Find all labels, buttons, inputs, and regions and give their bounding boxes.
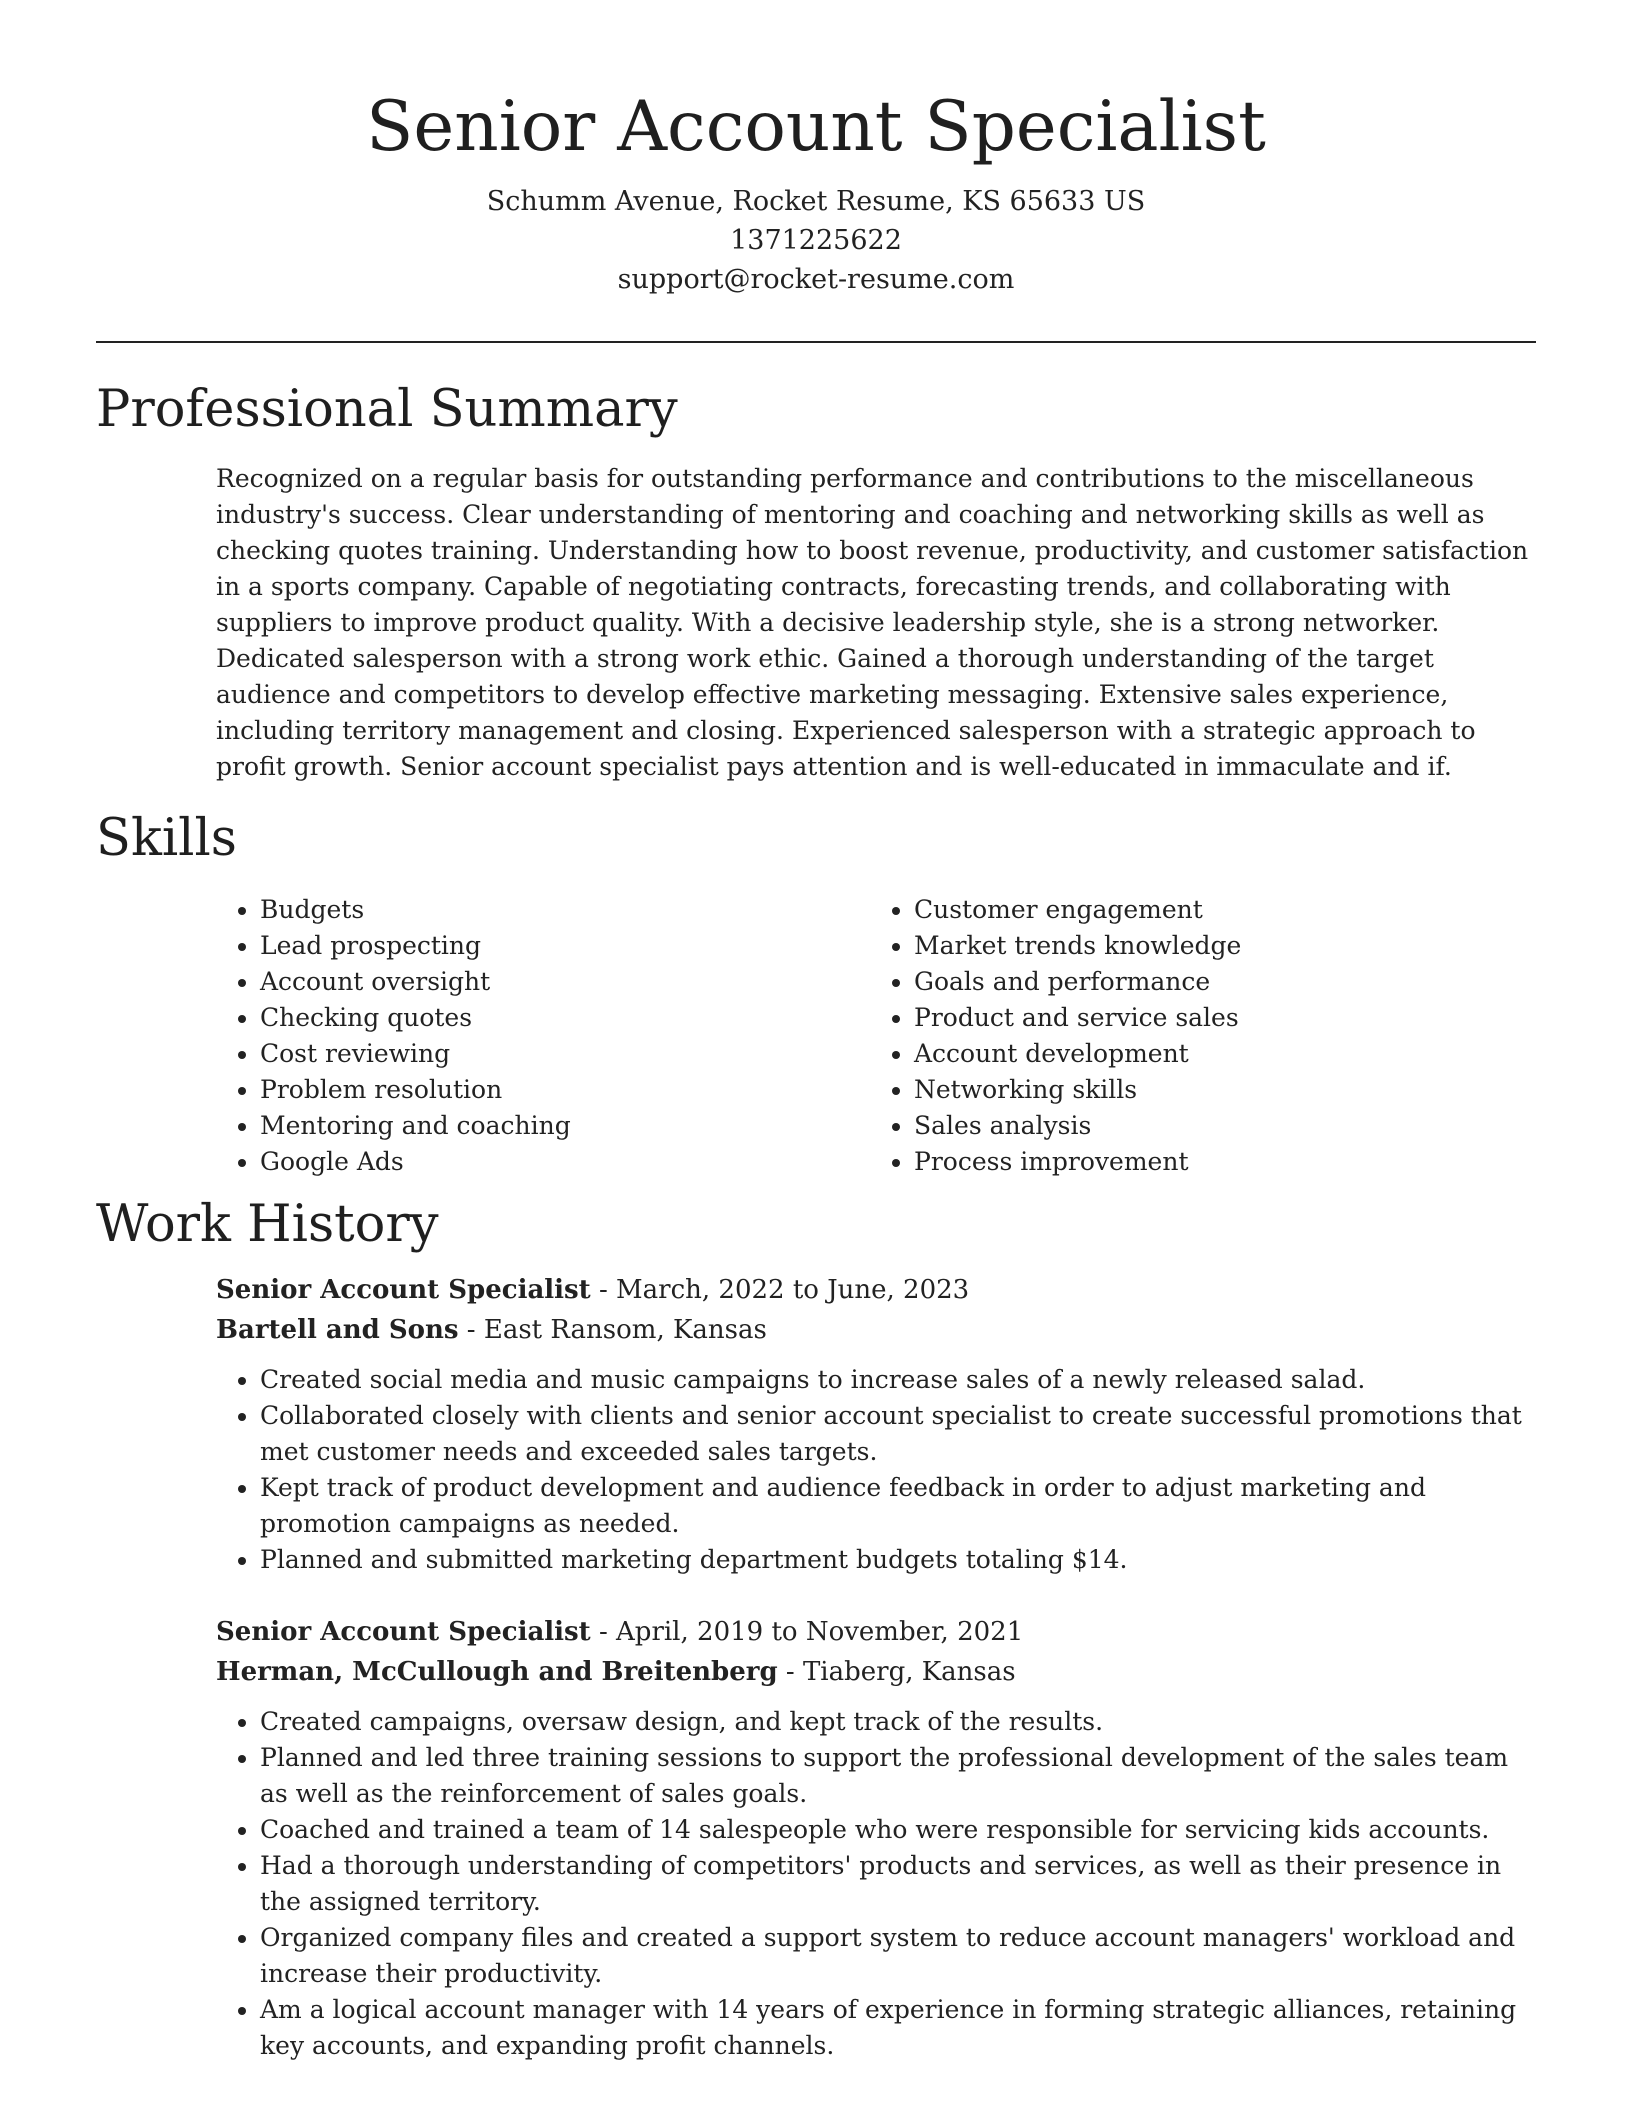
skill-item: • Market trends knowledge xyxy=(914,928,1524,964)
skill-item: • Mentoring and coaching xyxy=(260,1108,870,1144)
skill-item: • Checking quotes xyxy=(260,1000,870,1036)
contact-address: Schumm Avenue, Rocket Resume, KS 65633 US xyxy=(486,186,1146,217)
job-bullet: • Am a logical account manager with 14 years of experience in forming strategic alliances, retaining key accounts, and expanding profit channels. xyxy=(260,1992,1536,2064)
job-role: Senior Account Specialist xyxy=(216,1617,591,1647)
skill-item: • Problem resolution xyxy=(260,1072,870,1108)
skill-item: • Goals and performance xyxy=(914,964,1524,1000)
skill-item: • Lead prospecting xyxy=(260,928,870,964)
job-company: Herman, McCullough and Breitenberg xyxy=(216,1657,778,1687)
summary-text: Recognized on a regular basis for outstanding performance and contributions to the miscellaneous industry's success. Clear understanding of mentoring and coaching and networking skills as well as checking quotes training. Understanding how to boost revenue, productivity, and customer satisfaction in a sports company. Capable of negotiating contracts, forecasting trends, and collaborating with suppliers to improve product quality. With a decisive leadership style, she is a strong networker. Dedicated salesperson with a strong work ethic. Gained a thorough understanding of the target audience and competitors to develop effective marketing messaging. Extensive sales experience, including territory management and closing. Experienced salesperson with a strategic approach to profit growth. Senior account specialist pays attention and is well-educated in immaculate and if. xyxy=(216,464,1529,781)
skill-item: • Cost reviewing xyxy=(260,1036,870,1072)
job-bullet: • Planned and submitted marketing department budgets totaling $14. xyxy=(260,1542,1536,1578)
resume-header xyxy=(0,82,1632,299)
contact-phone: 1371225622 xyxy=(730,225,902,256)
job-company-line xyxy=(216,1310,1536,1350)
job-bullet: • Planned and led three training sessions to support the professional development of the sales team as well as the reinforcement of sales goals. xyxy=(260,1740,1536,1812)
contact-block xyxy=(0,182,1632,299)
job-dates: - April, 2019 to November, 2021 xyxy=(590,1617,1024,1647)
skill-item: • Process improvement xyxy=(914,1144,1524,1180)
job-bullets xyxy=(216,1704,1536,2064)
job-dates: - March, 2022 to June, 2023 xyxy=(590,1275,970,1305)
job-entry xyxy=(216,1270,1536,1578)
header-divider xyxy=(96,341,1536,343)
job-location: - Tiaberg, Kansas xyxy=(777,1657,1016,1687)
skills-list xyxy=(216,892,1536,1180)
skills-column-right xyxy=(870,892,1524,1180)
job-location: - East Ransom, Kansas xyxy=(458,1315,767,1345)
skill-item: • Product and service sales xyxy=(914,1000,1524,1036)
contact-email: support@rocket-resume.com xyxy=(617,264,1015,295)
skill-item: • Budgets xyxy=(260,892,870,928)
section-title-summary: Professional Summary xyxy=(96,380,678,439)
job-bullets xyxy=(216,1362,1536,1578)
skill-item: • Sales analysis xyxy=(914,1108,1524,1144)
job-entry xyxy=(216,1612,1536,2064)
job-bullet: • Kept track of product development and audience feedback in order to adjust marketing and promotion campaigns as needed. xyxy=(260,1470,1536,1542)
job-bullet: • Created social media and music campaigns to increase sales of a newly released salad. xyxy=(260,1362,1536,1398)
skill-item: • Customer engagement xyxy=(914,892,1524,928)
job-bullet: • Collaborated closely with clients and senior account specialist to create successful promotions that met customer needs and exceeded sales targets. xyxy=(260,1398,1536,1470)
job-bullet: • Organized company files and created a support system to reduce account managers' workload and increase their productivity. xyxy=(260,1920,1536,1992)
job-company: Bartell and Sons xyxy=(216,1315,459,1345)
job-role-line xyxy=(216,1270,1536,1310)
job-bullet: • Created campaigns, oversaw design, and kept track of the results. xyxy=(260,1704,1536,1740)
section-title-work-history: Work History xyxy=(96,1195,439,1254)
job-bullet: • Had a thorough understanding of competitors' products and services, as well as their presence in the assigned territory. xyxy=(260,1848,1536,1920)
candidate-name: Senior Account Specialist xyxy=(366,87,1266,167)
section-title-skills: Skills xyxy=(96,809,237,868)
skills-column-left xyxy=(216,892,870,1180)
job-role-line xyxy=(216,1612,1536,1652)
job-bullet: • Coached and trained a team of 14 salespeople who were responsible for servicing kids accounts. xyxy=(260,1812,1536,1848)
job-company-line xyxy=(216,1652,1536,1692)
skill-item: • Google Ads xyxy=(260,1144,870,1180)
skill-item: • Networking skills xyxy=(914,1072,1524,1108)
skill-item: • Account oversight xyxy=(260,964,870,1000)
job-role: Senior Account Specialist xyxy=(216,1275,591,1305)
skill-item: • Account development xyxy=(914,1036,1524,1072)
